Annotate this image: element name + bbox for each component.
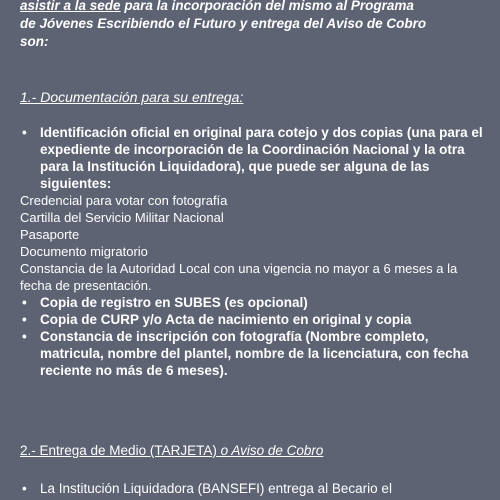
- section2-heading-part1: 2.- Entrega de Medio (TARJETA): [20, 443, 217, 458]
- bullet-icon: •: [22, 125, 27, 140]
- list-item: [18, 311, 488, 328]
- intro-line1-rest: para la incorporación del mismo al Programa: [120, 0, 414, 13]
- item-curp: Copia de CURP y/o Acta de nacimiento en original y copia: [40, 312, 412, 327]
- id-option: Documento migratorio: [20, 244, 148, 259]
- item-bansefi: La Institución Liquidadora (BANSEFI) entrega al Becario el: [40, 481, 392, 496]
- id-option: Credencial para votar con fotografía: [20, 193, 228, 208]
- bullet-icon: •: [22, 481, 27, 496]
- intro-line3: son:: [20, 34, 49, 49]
- section2-heading-part2: o Aviso de Cobro: [216, 443, 324, 458]
- list-item: [18, 124, 488, 192]
- id-option: Cartilla del Servicio Militar Nacional: [20, 210, 224, 225]
- item-subes: Copia de registro en SUBES (es opcional): [40, 295, 308, 310]
- list-item: [18, 294, 488, 311]
- bullet-icon: •: [22, 329, 27, 344]
- bullet-icon: •: [22, 295, 27, 310]
- section2-heading: [20, 442, 323, 460]
- id-option: Pasaporte: [20, 227, 80, 242]
- section2-list: [18, 480, 498, 497]
- item-constancia: Constancia de inscripción con fotografía (Nombre completo, matricula, nombre del plantel, nombre de la licenciatura, con fecha reciente no más de 6 meses).: [40, 329, 469, 378]
- intro-paragraph: [20, 0, 490, 51]
- list-item: [18, 480, 498, 497]
- section1-heading: 1.- Documentación para su entrega:: [20, 89, 244, 105]
- item-identificacion: Identificación oficial en original para cotejo y dos copias (una para el expediente de incorporación de la Coordinación Nacional y la otra para la Institución Liquidadora), que puede ser alguna de las siguientes:: [40, 125, 483, 191]
- id-option: Constancia de la Autoridad Local con una vigencia no mayor a 6 meses a la fecha de presentación.: [20, 261, 458, 293]
- intro-underlined-text: asistir a la sede: [20, 0, 121, 13]
- section1-list: [18, 124, 488, 379]
- list-item: [18, 328, 488, 379]
- bullet-icon: •: [22, 312, 27, 327]
- intro-line2: de Jóvenes Escribiendo el Futuro y entrega del Aviso de Cobro: [20, 16, 427, 31]
